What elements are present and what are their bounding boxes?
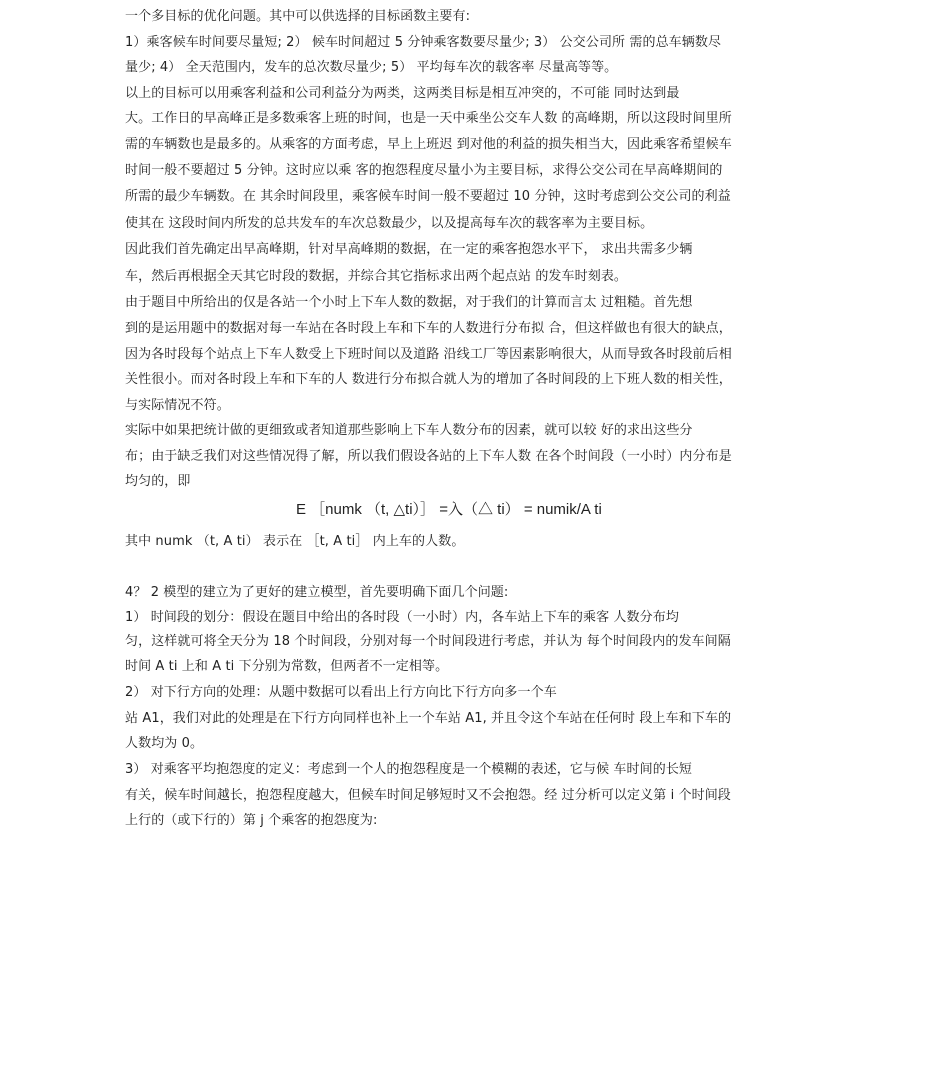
text-line: 一个多目标的优化问题。其中可以供选择的目标函数主要有: bbox=[125, 9, 471, 24]
text-line: 3） 对乘客平均抱怨度的定义：考虑到一个人的抱怨程度是一个模糊的表述，它与候 车时间的长短 bbox=[125, 762, 693, 777]
text-line: 2） 对下行方向的处理：从题中数据可以看出上行方向比下行方向多一个车 bbox=[125, 685, 557, 700]
text-line: 由于题目中所给出的仅是各站一个小时上下车人数的数据，对于我们的计算而言太 过粗糙。首先想 bbox=[125, 295, 693, 310]
text-line: 所需的最少车辆数。在 其余时间段里，乘客候车时间一般不要超过 10 分钟，这时考虑到公交公司的利益 bbox=[125, 189, 731, 204]
text-line: 布；由于缺乏我们对这些情况得了解，所以我们假设各站的上下车人数 在各个时间段（一小时）内分布是 bbox=[125, 449, 732, 464]
text-line: 需的车辆数也是最多的。从乘客的方面考虑，早上上班迟 到对他的利益的损失相当大，因此乘客希望候车 bbox=[125, 137, 732, 152]
text-line: 上行的（或下行的）第 j 个乘客的抱怨度为: bbox=[125, 813, 378, 828]
text-line: 大。工作日的早高峰正是多数乘客上班的时间，也是一天中乘坐公交车人数 的高峰期，所以这段时间里所 bbox=[125, 111, 732, 126]
text-line: 车，然后再根据全天其它时段的数据，并综合其它指标求出两个起点站 的发车时刻表。 bbox=[125, 269, 628, 284]
text-line: 人数均为 0。 bbox=[125, 736, 204, 751]
text-line: 匀，这样就可将全天分为 18 个时间段，分别对每一个时间段进行考虑，并认为 每个时间段内的发车间隔 bbox=[125, 634, 731, 649]
text-line: 1） 时间段的划分：假设在题目中给出的各时段（一小时）内，各车站上下车的乘客 人数分布均 bbox=[125, 610, 679, 625]
text-line: 关性很小。而对各时段上车和下车的人 数进行分布拟合就人为的增加了各时间段的上下班人数的相关性， bbox=[125, 372, 732, 387]
text-line: 使其在 这段时间内所发的总共发车的车次总数最少，以及提高每车次的载客率为主要目标。 bbox=[125, 216, 654, 231]
text-line: 其中 numk （t, A ti） 表示在 ［t, A ti］ 内上车的人数。 bbox=[125, 534, 465, 549]
text-line: 站 A1，我们对此的处理是在下行方向同样也补上一个车站 A1, 并且令这个车站在任何时 段上车和下车的 bbox=[125, 711, 732, 726]
text-line: 1）乘客候车时间要尽量短; 2） 候车时间超过 5 分钟乘客数要尽量少; 3） 公交公司所 需的总车辆数尽 bbox=[125, 35, 722, 50]
text-line: 实际中如果把统计做的更细致或者知道那些影响上下车人数分布的因素，就可以较 好的求出这些分 bbox=[125, 423, 693, 438]
text-line: 以上的目标可以用乘客利益和公司利益分为两类，这两类目标是相互冲突的，不可能 同时达到最 bbox=[125, 86, 680, 101]
text-line: 因为各时段每个站点上下车人数受上下班时间以及道路 沿线工厂等因素影响很大，从而导致各时段前后相 bbox=[125, 347, 732, 362]
section-heading: 4？ 2 模型的建立为了更好的建立模型，首先要明确下面几个问题: bbox=[125, 585, 509, 600]
text-line: 因此我们首先确定出早高峰期，针对早高峰期的数据，在一定的乘客抱怨水平下， 求出共需多少辆 bbox=[125, 242, 693, 257]
text-line: 时间一般不要超过 5 分钟。这时应以乘 客的抱怨程度尽量小为主要目标，求得公交公司在早高峰期间的 bbox=[125, 163, 723, 178]
text-line: 时间 A ti 上和 A ti 下分别为常数，但两者不一定相等。 bbox=[125, 659, 449, 674]
text-line: 到的是运用题中的数据对每一车站在各时段上车和下车的人数进行分布拟 合，但这样做也有很大的缺点， bbox=[125, 321, 732, 336]
text-line: 均匀的，即 bbox=[125, 474, 191, 489]
text-line: 有关，候车时间越长，抱怨程度越大，但候车时间足够短时又不会抱怨。经 过分析可以定义第 i 个时间段 bbox=[125, 788, 731, 803]
text-line: 量少; 4） 全天范围内，发车的总次数尽量少; 5） 平均每车次的载客率 尽量高等等。 bbox=[125, 60, 618, 75]
text-line: 与实际情况不符。 bbox=[125, 398, 230, 413]
equation: E ［numk （t, △ti）］ =入（△ ti） = numik/A ti bbox=[296, 501, 602, 518]
